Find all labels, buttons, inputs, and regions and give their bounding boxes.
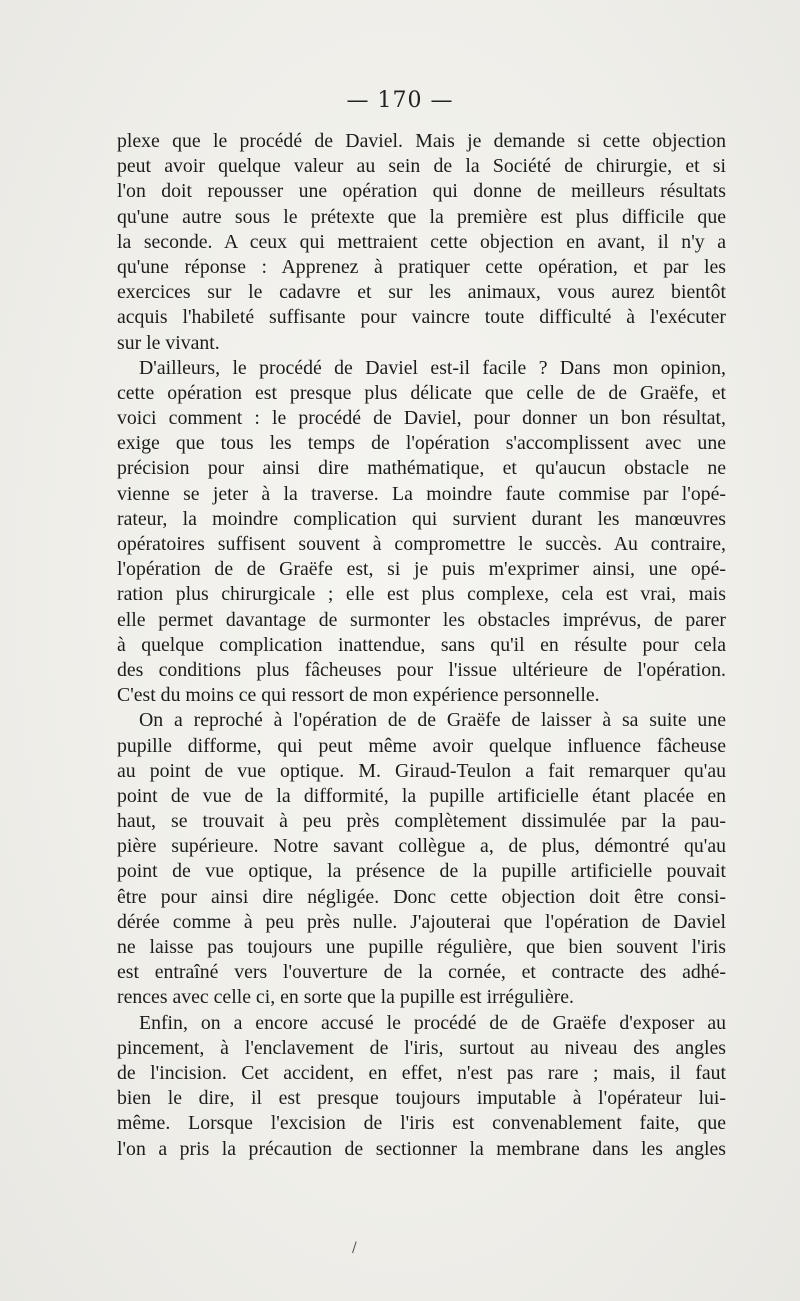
text-line: exige que tous les temps de l'opération s'accomplissent avec une [117,432,726,455]
text-line: sur le vivant. [117,331,220,354]
text-line: bien le dire, il est presque toujours imputable à l'opérateur lui- [117,1087,726,1110]
text-line: qu'une autre sous le prétexte que la première est plus difficile que [117,205,726,228]
text-line: pincement, à l'enclavement de l'iris, surtout au niveau des angles [117,1036,726,1059]
text-line: dérée comme à peu près nulle. J'ajouterai que l'opération de Daviel [117,910,726,933]
text-line: l'on doit repousser une opération qui donne de meilleurs résultats [117,180,726,203]
text-line: ne laisse pas toujours une pupille régulière, que bien souvent l'iris [117,936,726,958]
paragraph-start-line: D'ailleurs, le procédé de Daviel est-il facile ? Dans mon opinion, [139,356,726,379]
text-line: voici comment : le procédé de Daviel, pour donner un bon résultat, [117,407,726,430]
text-line: point de vue de la difformité, la pupille artificielle étant placée en [117,784,726,807]
text-line: être pour ainsi dire négligée. Donc cette objection doit être consi- [117,885,726,908]
text-line: précision pour ainsi dire mathématique, et qu'aucun obstacle ne [117,457,726,480]
text-line: la seconde. A ceux qui mettraient cette objection en avant, il n'y a [117,230,726,253]
text-line: pupille difforme, qui peut même avoir quelque influence fâcheuse [117,734,726,757]
text-line: rateur, la moindre complication qui survient durant les manœuvres [117,507,726,530]
text-line: même. Lorsque l'excision de l'iris est convenablement faite, que [117,1112,726,1135]
paragraph-start-line: Enfin, on a encore accusé le procédé de de Graëfe d'exposer au [139,1011,726,1034]
text-line: qu'une réponse : Apprenez à pratiquer cette opération, et par les [117,255,726,278]
body-text [117,129,726,1162]
text-line: elle permet davantage de surmonter les obstacles imprévus, de parer [117,608,726,631]
paragraph-start-line: On a reproché à l'opération de de Graëfe de laisser à sa suite une [139,709,726,732]
text-line: point de vue optique, la présence de la pupille artificielle pouvait [117,860,726,883]
text-line: des conditions plus fâcheuses pour l'issue ultérieure de l'opération. [117,658,726,681]
text-line: C'est du moins ce qui ressort de mon expérience personnelle. [117,684,600,707]
text-line: haut, se trouvait à peu près complètement dissimulée par la pau- [117,810,726,833]
text-line: exercices sur le cadavre et sur les animaux, vous aurez bientôt [117,281,726,304]
stray-mark: / [352,1240,357,1256]
text-line: ration plus chirurgicale ; elle est plus complexe, cela est vrai, mais [117,583,726,606]
text-line: pière supérieure. Notre savant collègue a, de plus, démontré qu'au [117,835,726,858]
text-line: vienne se jeter à la traverse. La moindre faute commise par l'opé- [117,482,726,505]
text-line: l'opération de de Graëfe est, si je puis m'exprimer ainsi, une opé- [117,558,726,581]
text-line: acquis l'habileté suffisante pour vaincre toute difficulté à l'exécuter [117,306,726,329]
text-line: au point de vue optique. M. Giraud-Teulon a fait remarquer qu'au [117,759,726,782]
text-line: est entraîné vers l'ouverture de la cornée, et contracte des adhé- [117,961,726,984]
text-line: rences avec celle ci, en sorte que la pupille est irrégulière. [117,986,574,1009]
text-line: l'on a pris la précaution de sectionner la membrane dans les angles [117,1137,726,1160]
text-line: à quelque complication inattendue, sans qu'il en résulte pour cela [117,633,726,656]
text-line: opératoires suffisent souvent à compromettre le succès. Au contraire, [117,533,726,555]
text-line: peut avoir quelque valeur au sein de la Société de chirurgie, et si [117,155,726,178]
page-number: — 170 — [346,88,454,113]
text-line: cette opération est presque plus délicate que celle de de Graëfe, et [117,381,726,404]
text-line: de l'incision. Cet accident, en effet, n'est pas rare ; mais, il faut [117,1061,726,1084]
text-line: plexe que le procédé de Daviel. Mais je demande si cette objection [117,130,726,152]
